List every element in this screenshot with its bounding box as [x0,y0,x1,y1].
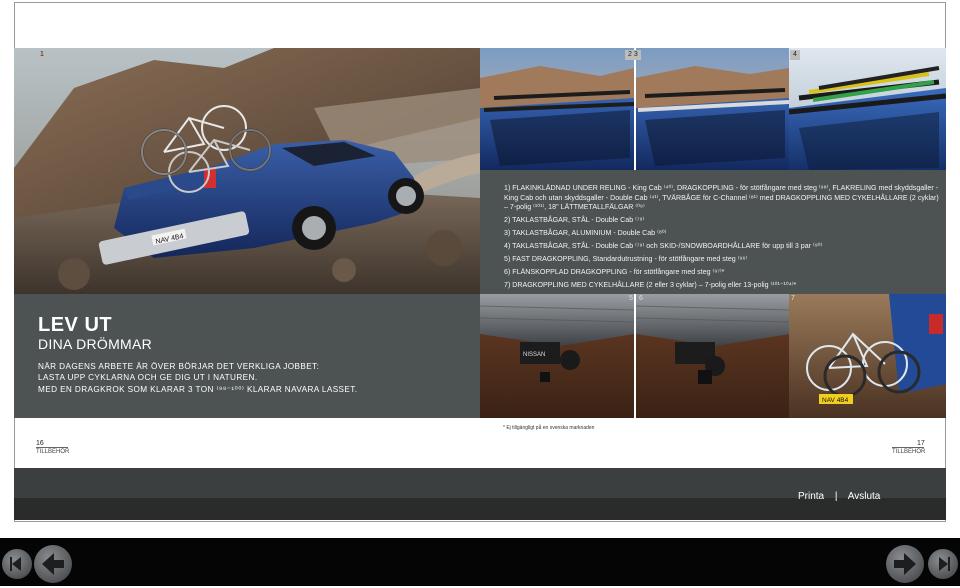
photo-bike-carrier [789,294,946,418]
photo-number-6: 6 [639,295,643,302]
accessory-item-4: 4) TAKLASTBÅGAR, STÅL - Double Cab ⁽⁷⁹⁾ och SKID-/SNOWBOARDHÅLLARE för upp till 3 par ⁽⁹⁰⁾ [504,242,823,250]
accessory-item-7: 7) DRAGKOPPLING MED CYKELHÅLLARE (2 eller 3 cyklar) – 7-polig eller 13-polig ⁽¹⁰¹⁻¹⁰⁴⁾* [504,281,797,289]
next-page-button[interactable] [886,545,924,583]
truck-license-plate: NAV 4B4 [155,233,185,246]
skip-forward-icon [928,549,958,579]
right-page-number: 17 [917,440,925,447]
photo-number-1: 1 [37,50,47,60]
photo-number-4: 4 [790,50,800,60]
truck-bikes-illustration [14,48,480,294]
body-line-3: MED EN DRAGKROK SOM KLARAR 3 TON ⁽⁹⁸⁻¹⁰⁰⁾ KLARAR NAVARA LASSET. [38,385,358,394]
accessory-item-1: 1) FLAKINKLÄDNAD UNDER RELING - King Cab ⁽⁴⁰⁾, DRAGKOPPLING - för stötfångare med steg ⁽⁹⁸⁾, FLAKRELING med skyddsgaller - King Cab och utan skyddsgaller - Double Cab ⁽⁴¹⁾, TVÄRBÅGE för C-Channel ⁽⁸¹⁾ med DRAGKOPPLING MED CYKELHÅLLARE (2 cyklar) – 7-polig ⁽¹⁰¹⁾, 18" LÄTTMETALLFÄLGAR ⁽⁰⁹⁾ [504,184,939,211]
photo-number-7: 7 [791,295,795,302]
accessory-item-2: 2) TAKLASTBÅGAR, STÅL - Double Cab ⁽⁷⁹⁾ [504,216,645,224]
print-link[interactable]: Printa [798,491,825,502]
photo-number-2-3: 2 3 [625,50,641,60]
navigation-bar [0,538,960,586]
last-page-button[interactable] [928,549,958,579]
first-page-button[interactable] [2,549,32,579]
accessory-list-panel [480,170,946,294]
bike-carrier-illustration [789,294,946,418]
footnote: * Ej tillgängligt på en svenska marknaden [503,425,595,431]
accessory-item-6: 6) FLÄNSKOPPLAD DRAGKOPPLING - för stötfångare med steg ⁽⁹⁷⁾* [504,268,725,276]
arrow-right-icon [886,545,924,583]
bike-carrier-plate: NAV 4B4 [822,397,849,404]
headline-subtitle: DINA DRÖMMAR [38,336,153,352]
photo-roof-bars-steel-aluminium [480,48,789,170]
ski-holder-illustration [789,48,946,170]
headline-title: LEV UT [38,314,113,336]
left-page-label: TILLBEHÖR [36,449,70,455]
hitch-brand-text: NISSAN [523,352,546,358]
photo-tow-hitches [480,294,789,418]
accessory-item-3: 3) TAKLASTBÅGAR, ALUMINIUM - Double Cab ⁽⁸⁰⁾ [504,229,667,237]
photo-truck-with-bikes [14,48,480,294]
tow-hitch-illustration [480,294,789,418]
right-page-label: TILLBEHÖR [892,449,926,455]
body-line-1: NÄR DAGENS ARBETE ÄR ÖVER BÖRJAR DET VERKLIGA JOBBET: [38,362,320,371]
footer-separator: | [834,491,838,502]
skip-back-icon [2,549,32,579]
footer-links [798,491,880,502]
photo-ski-holder [789,48,946,170]
accessory-list [504,184,940,294]
body-line-2: LASTA UPP CYKLARNA OCH GE DIG UT I NATUREN. [38,373,258,382]
headline-block [14,294,480,418]
exit-link[interactable]: Avsluta [847,491,881,502]
previous-page-button[interactable] [34,545,72,583]
left-page-number: 16 [36,440,44,447]
accessory-item-5: 5) FAST DRAGKOPPLING, Standardutrustning - för stötfångare med steg ⁽⁹⁶⁾ [504,255,748,263]
roof-bars-illustration [480,48,789,170]
arrow-left-icon [34,545,72,583]
photo-number-5: 5 [629,295,633,302]
